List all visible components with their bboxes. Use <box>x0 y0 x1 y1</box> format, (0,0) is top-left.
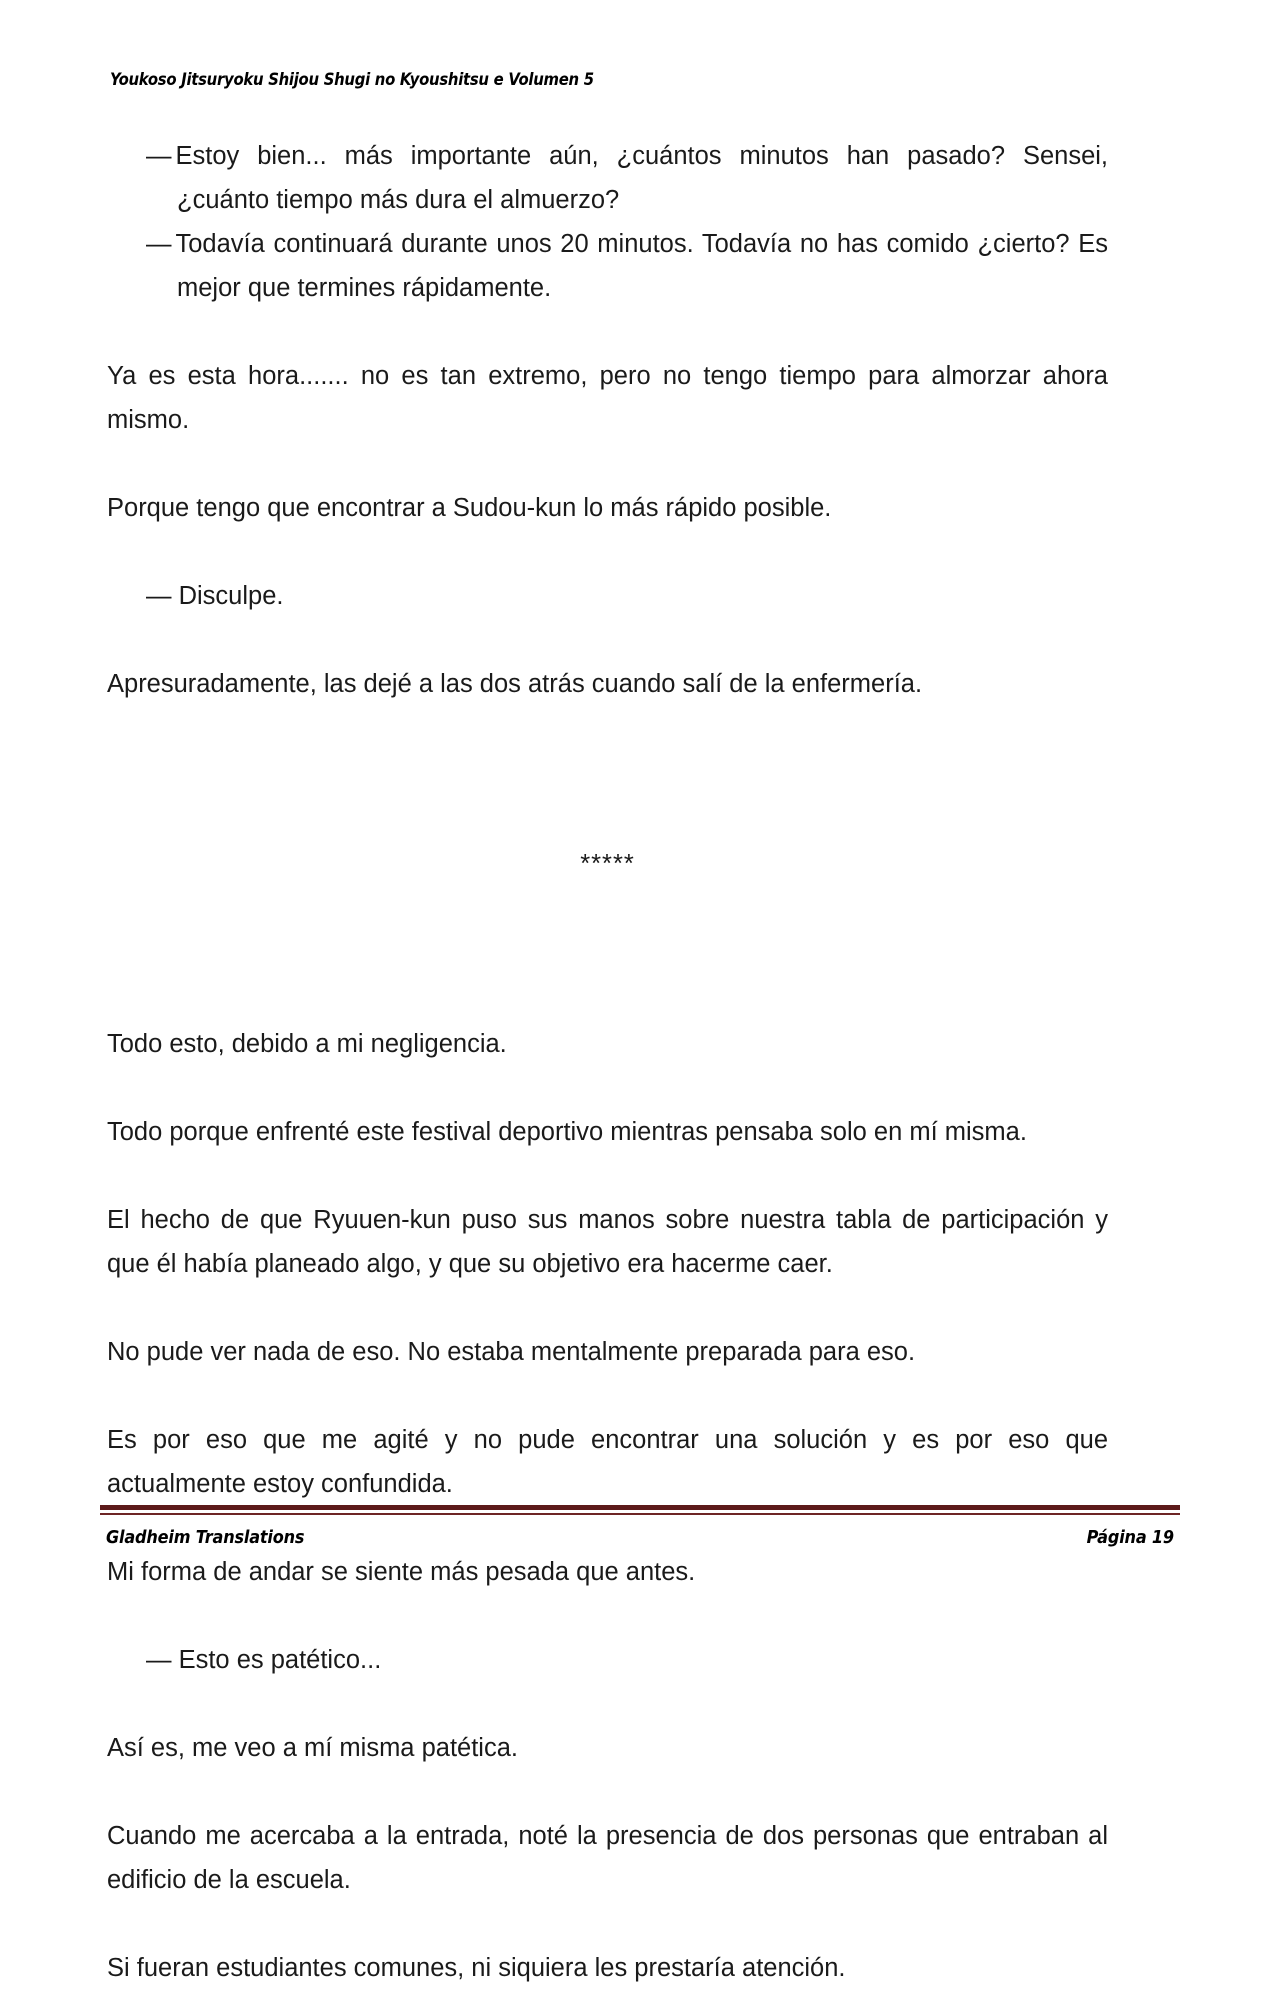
paragraph: El hecho de que Ryuuen-kun puso sus manos sobre nuestra tabla de participación y que él había planeado algo, y que su objetivo era hacerme caer. <box>107 1206 1108 1278</box>
dialogue-text: Estoy bien... más importante aún, ¿cuántos minutos han pasado? Sensei, ¿cuánto tiempo más dura el almuerzo? <box>175 142 1108 214</box>
dialogue-line <box>107 222 1108 310</box>
paragraph: Así es, me veo a mí misma patética. <box>107 1734 518 1762</box>
footer-page-number: Página 19 <box>1086 1528 1174 1548</box>
scene-break-separator: ***** <box>580 850 635 878</box>
dialogue-line: — Disculpe. <box>146 582 284 610</box>
dialogue-line: — Esto es patético... <box>146 1646 382 1674</box>
dialogue-text: Todavía continuará durante unos 20 minutos. Todavía no has comido ¿cierto? Es mejor que termines rápidamente. <box>175 230 1108 302</box>
footer-row <box>100 1528 1180 1548</box>
paragraph-spacer <box>107 1154 1108 1198</box>
paragraph-spacer <box>107 1286 1108 1330</box>
paragraph: Todo porque enfrenté este festival deportivo mientras pensaba solo en mí misma. <box>107 1118 1027 1146</box>
paragraph-spacer <box>107 1594 1108 1638</box>
page-body <box>107 134 1108 1990</box>
paragraph: No pude ver nada de eso. No estaba mentalmente preparada para eso. <box>107 1338 916 1366</box>
paragraph-spacer <box>107 442 1108 486</box>
paragraph: Todo esto, debido a mi negligencia. <box>107 1030 507 1058</box>
paragraph-spacer <box>107 1902 1108 1946</box>
dialogue-list-top <box>107 134 1108 310</box>
paragraph: Cuando me acercaba a la entrada, noté la presencia de dos personas que entraban al edificio de la escuela. <box>107 1822 1108 1894</box>
paragraph-spacer <box>107 1682 1108 1726</box>
running-header-title: Youkoso Jitsuryoku Shijou Shugi no Kyoushitsu e Volumen 5 <box>110 70 594 89</box>
em-dash-marker: — <box>146 230 176 258</box>
section-spacer <box>107 706 1108 798</box>
paragraph: Porque tengo que encontrar a Sudou-kun lo más rápido posible. <box>107 494 832 522</box>
paragraph: Es por eso que me agité y no pude encontrar una solución y es por eso que actualmente estoy confundida. <box>107 1426 1108 1498</box>
paragraph-spacer <box>107 1770 1108 1814</box>
paragraph-spacer <box>107 310 1108 354</box>
paragraph: Si fueran estudiantes comunes, ni siquiera les prestaría atención. <box>107 1954 846 1982</box>
paragraph-spacer <box>107 530 1108 574</box>
paragraph: Mi forma de andar se siente más pesada que antes. <box>107 1558 696 1586</box>
section-spacer <box>107 798 1108 842</box>
page-footer <box>100 1505 1180 1548</box>
paragraph-spacer <box>107 1374 1108 1418</box>
section-spacer <box>107 886 1108 978</box>
paragraph: Apresuradamente, las dejé a las dos atrás cuando salí de la enfermería. <box>107 670 923 698</box>
dialogue-line <box>107 134 1108 222</box>
paragraph: Ya es esta hora....... no es tan extremo, pero no tengo tiempo para almorzar ahora mismo. <box>107 362 1108 434</box>
em-dash-marker: — <box>146 142 176 170</box>
paragraph-spacer <box>107 618 1108 662</box>
section-spacer <box>107 978 1108 1022</box>
paragraph-spacer <box>107 1066 1108 1110</box>
footer-rule-thin <box>100 1513 1180 1515</box>
footer-translator-credit: Gladheim Translations <box>106 1528 305 1548</box>
